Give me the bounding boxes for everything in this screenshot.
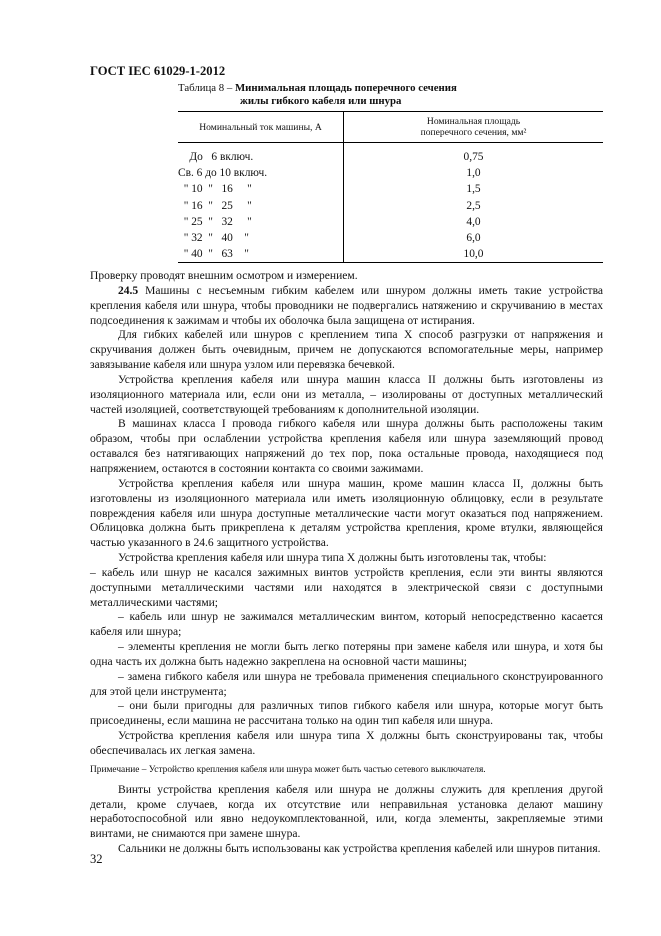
table-row: Св. 6 до 10 включ. 1,0 [178,165,603,181]
list-item: – замена гибкого кабеля или шнура не требовала применения специального сконструированного для этой цели инструмента; [90,670,603,698]
paragraph: Устройства крепления кабеля или шнура типа X должны быть изготовлены так, чтобы: [118,552,547,565]
document-header: ГОСТ IEC 61029-1-2012 [90,64,226,78]
table-row: " 25 " 32 " 4,0 [178,214,603,230]
table-caption-title-line2: жилы гибкого кабеля или шнура [240,95,402,107]
paragraph: Устройства крепления кабеля или шнура машин, кроме машин класса II, должны быть изготовлены из изоляционного материала или иметь изоляционную облицовку, если в результате повреждения кабеля или шнура доступные металлические части могут оказаться под напряжением. Облицовка должна быть прикреплена к деталям устройства крепления, кроме втулки, являющейся частью указанного в 24.6 защитного устройства. [90,477,603,550]
cross-section-table [178,111,603,263]
paragraph: Для гибких кабелей или шнуров с креплением типа X способ разгрузки от напряжения и скручивания должен быть очевидным, причем не допускаются вспомогательные меры, например завязывание кабеля или шнура узлом или перевязка бечевкой. [90,329,603,372]
clause-number: 24.5 [118,284,139,297]
list-item: – кабель или шнур не зажимался металлическим винтом, который непосредственно касается кабеля или шнура; [90,611,603,639]
paragraph: Проверку проводят внешним осмотром и измерением. [90,270,358,282]
table-row: " 40 " 63 " 10,0 [178,246,603,263]
table-row: До 6 включ. 0,75 [178,143,603,166]
paragraph: В машинах класса I провода гибкого кабеля или шнура должны быть расположены таким образом, чтобы при ослаблении устройства крепления кабеля или шнура заземляющий провод оставался без натягивающих напряжений до тех пор, пока остальные провода, находящиеся под напряжением, остаются в состоянии контакта со своими зажимами. [90,418,603,475]
paragraph: Устройства крепления кабеля или шнура машин класса II должны быть изготовлены из изоляционного материала или, если они из металла, – изолированы от доступных металлический частей изоляцией, соответствующей требованиям к дополнительной изоляции. [90,373,603,416]
paragraph: Устройства крепления кабеля или шнура типа X должны быть сконструированы так, чтобы обеспечивалась их легкая замена. [90,730,603,757]
paragraph: Сальники не должны быть использованы как устройства крепления кабелей или шнуров питания. [118,843,601,856]
list-item: – они были пригодны для различных типов гибкого кабеля или шнура, которые могут быть присоединены, если машина не рассчитана только на один тип кабеля или шнура. [90,700,603,728]
column-header-current: Номинальный ток машины, А [178,112,344,143]
page-number: 32 [90,852,103,866]
body-text [90,269,603,857]
note: Примечание – Устройство крепления кабеля или шнура может быть частью сетевого выключателя. [90,764,486,775]
table-caption-title: Минимальная площадь поперечного сечения [234,82,457,94]
paragraph: Винты устройства крепления кабеля или шнура не должны служить для крепления другой детали, кроме случаев, когда их отсутствие или неправильная установка делают машину неработоспособной или явно недоукомплектованной, или, когда элементы, закрепляемые этими винтами, не снимаются при замене шнура. [90,783,603,841]
table-row: " 32 " 40 " 6,0 [178,230,603,246]
column-header-area: Номинальная площадь поперечного сечения, мм² [344,112,604,143]
table-row: " 10 " 16 " 1,5 [178,181,603,197]
table-row: " 16 " 25 " 2,5 [178,198,603,214]
list-item: – кабель или шнур не касался зажимных винтов устройств крепления, если эти винты являются доступными металлическими частями или находятся в электрической связи с доступными металлическими частями; [90,566,603,609]
list-item: – элементы крепления не могли быть легко потеряны при замене кабеля или шнура, и хотя бы одна часть их должна быть надежно закреплена на основной части машины; [90,641,603,668]
table-caption [178,82,457,108]
paragraph: 24.5 Машины с несъемным гибким кабелем или шнуром должны иметь такие устройства крепления кабеля или шнура, чтобы проводники не подвергались натяжению и скручиванию в местах подсоединения к зажимам и чтобы их оболочка была защищена от истирания. [90,284,603,327]
table-caption-label: Таблица 8 – [178,82,235,94]
